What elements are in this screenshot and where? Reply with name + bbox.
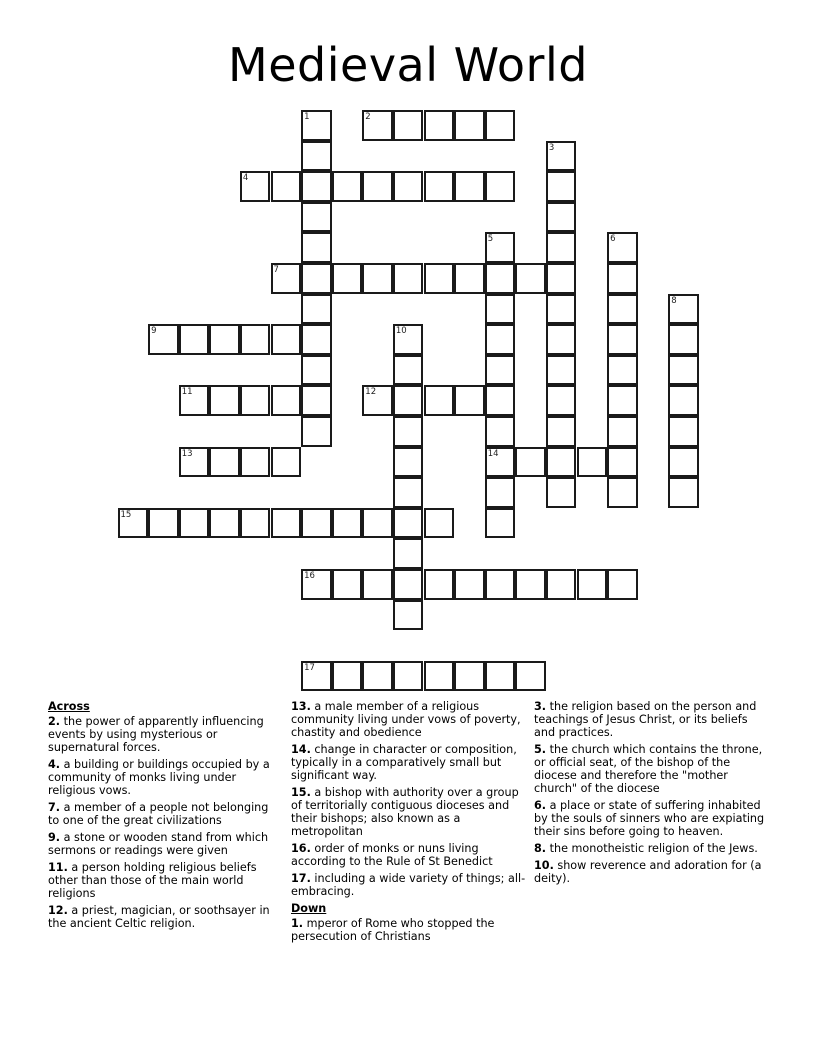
clue-text: a person holding religious beliefs other than those of the main world religions (48, 861, 257, 900)
grid-cell[interactable] (668, 447, 699, 478)
grid-cell[interactable] (485, 324, 516, 355)
grid-cell[interactable] (271, 447, 302, 478)
clue-text: a place or state of suffering inhabited by the souls of sinners who are expiating their sins before going to heaven. (534, 799, 765, 838)
grid-cell[interactable] (485, 447, 516, 478)
grid-cell[interactable] (515, 447, 546, 478)
grid-cell[interactable] (546, 355, 577, 386)
grid-cell[interactable] (607, 294, 638, 325)
grid-cell[interactable] (485, 294, 516, 325)
grid-cell[interactable] (301, 385, 332, 416)
grid-cell[interactable] (118, 508, 149, 539)
clue-across-11 (48, 861, 283, 900)
grid-cell[interactable] (393, 569, 424, 600)
grid-cell[interactable] (301, 232, 332, 263)
cell-number: 7 (273, 265, 279, 275)
clue-across-15 (291, 786, 526, 838)
cell-number: 13 (181, 448, 193, 459)
grid-cell[interactable] (454, 110, 485, 141)
grid-cell[interactable] (546, 263, 577, 294)
cell-number: 11 (181, 387, 193, 398)
grid-cell[interactable] (332, 508, 363, 539)
clues-column-3 (534, 700, 769, 889)
grid-cell[interactable] (179, 324, 210, 355)
clue-number: 15. (291, 786, 311, 799)
grid-cell[interactable] (607, 355, 638, 386)
grid-cell[interactable] (485, 110, 516, 141)
grid-cell[interactable] (546, 477, 577, 508)
grid-cell[interactable] (301, 294, 332, 325)
grid-cell[interactable] (607, 569, 638, 600)
grid-cell[interactable] (424, 569, 455, 600)
grid-cell[interactable] (393, 477, 424, 508)
cell-number: 14 (487, 448, 499, 459)
clue-down-1 (291, 917, 526, 943)
grid-cell[interactable] (271, 385, 302, 416)
grid-cell[interactable] (148, 324, 179, 355)
grid-cell[interactable] (301, 508, 332, 539)
grid-cell[interactable] (515, 661, 546, 692)
clue-text: order of monks or nuns living according to the Rule of St Benedict (291, 842, 493, 868)
grid-cell[interactable] (607, 385, 638, 416)
grid-cell[interactable] (546, 171, 577, 202)
grid-cell[interactable] (485, 385, 516, 416)
grid-cell[interactable] (668, 385, 699, 416)
grid-cell[interactable] (454, 661, 485, 692)
grid-cell[interactable] (209, 447, 240, 478)
grid-cell[interactable] (393, 447, 424, 478)
clue-text: show reverence and adoration for (a deity). (534, 859, 762, 885)
grid-cell[interactable] (668, 294, 699, 325)
grid-cell[interactable] (393, 171, 424, 202)
grid-cell[interactable] (362, 263, 393, 294)
clue-number: 10. (534, 859, 554, 872)
grid-cell[interactable] (393, 508, 424, 539)
grid-cell[interactable] (301, 416, 332, 447)
grid-cell[interactable] (209, 324, 240, 355)
cell-number: 10 (395, 326, 407, 337)
cell-number: 15 (120, 509, 132, 520)
grid-cell[interactable] (577, 447, 608, 478)
grid-cell[interactable] (485, 171, 516, 202)
grid-cell[interactable] (362, 171, 393, 202)
grid-cell[interactable] (179, 385, 210, 416)
grid-cell[interactable] (485, 508, 516, 539)
grid-cell[interactable] (546, 569, 577, 600)
cell-number: 6 (610, 234, 616, 245)
clue-number: 4. (48, 758, 61, 771)
clue-number: 17. (291, 872, 311, 885)
clue-text: a stone or wooden stand from which sermons or readings were given (48, 831, 269, 857)
grid-cell[interactable] (301, 355, 332, 386)
grid-cell[interactable] (393, 324, 424, 355)
clue-across-16 (291, 842, 526, 868)
clue-across-4 (48, 758, 283, 797)
clue-text: a priest, magician, or soothsayer in the ancient Celtic religion. (48, 904, 270, 930)
grid-cell[interactable] (362, 385, 393, 416)
grid-cell[interactable] (546, 324, 577, 355)
grid-cell[interactable] (393, 416, 424, 447)
cell-number: 17 (304, 662, 315, 673)
grid-cell[interactable] (546, 141, 577, 172)
grid-cell[interactable] (515, 263, 546, 294)
clue-number: 7. (48, 801, 61, 814)
clue-text: including a wide variety of things; all-embracing. (291, 872, 526, 898)
grid-cell[interactable] (424, 508, 455, 539)
clue-text: change in character or composition, typically in a comparatively small but significant way. (291, 743, 517, 782)
grid-cell[interactable] (393, 600, 424, 631)
clue-number: 11. (48, 861, 68, 874)
clue-number: 2. (48, 715, 61, 728)
clue-number: 8. (534, 842, 547, 855)
grid-cell[interactable] (668, 416, 699, 447)
grid-cell[interactable] (362, 110, 393, 141)
grid-cell[interactable] (209, 385, 240, 416)
grid-cell[interactable] (607, 447, 638, 478)
clue-number: 14. (291, 743, 311, 756)
grid-cell[interactable] (424, 263, 455, 294)
grid-cell[interactable] (332, 661, 363, 692)
grid-cell[interactable] (393, 355, 424, 386)
cell-number: 12 (365, 387, 377, 398)
clue-text: a bishop with authority over a group of territorially contiguous dioceses and their bishops; also known as a metropolitan (291, 786, 519, 838)
clue-text: mperor of Rome who stopped the persecution of Christians (291, 917, 495, 943)
grid-cell[interactable] (240, 171, 271, 202)
clue-number: 6. (534, 799, 547, 812)
clue-across-2 (48, 715, 283, 754)
grid-cell[interactable] (240, 508, 271, 539)
grid-cell[interactable] (485, 263, 516, 294)
grid-cell[interactable] (485, 355, 516, 386)
grid-cell[interactable] (240, 385, 271, 416)
puzzle-title: Medieval World (228, 38, 588, 92)
clue-down-8 (534, 842, 769, 855)
grid-cell[interactable] (607, 232, 638, 263)
clue-across-7 (48, 801, 283, 827)
grid-cell[interactable] (546, 232, 577, 263)
grid-cell[interactable] (179, 508, 210, 539)
grid-cell[interactable] (546, 385, 577, 416)
grid-cell[interactable] (301, 110, 332, 141)
grid-cell[interactable] (424, 385, 455, 416)
grid-cell[interactable] (424, 661, 455, 692)
grid-cell[interactable] (301, 661, 332, 692)
grid-cell[interactable] (454, 263, 485, 294)
grid-cell[interactable] (668, 355, 699, 386)
grid-cell[interactable] (485, 477, 516, 508)
grid-cell[interactable] (271, 508, 302, 539)
grid-cell[interactable] (271, 263, 302, 294)
clue-down-6 (534, 799, 769, 838)
grid-cell[interactable] (362, 508, 393, 539)
clue-down-5 (534, 743, 769, 795)
grid-cell[interactable] (393, 538, 424, 569)
grid-cell[interactable] (577, 569, 608, 600)
cell-number: 1 (304, 112, 310, 122)
cell-number: 3 (548, 142, 555, 153)
grid-cell[interactable] (546, 202, 577, 233)
clue-across-14 (291, 743, 526, 782)
grid-cell[interactable] (271, 171, 302, 202)
cell-number: 8 (671, 295, 677, 306)
cell-number: 5 (487, 234, 494, 245)
grid-cell[interactable] (301, 171, 332, 202)
grid-cell[interactable] (454, 171, 485, 202)
clues-column-2 (291, 700, 526, 947)
grid-cell[interactable] (332, 263, 363, 294)
grid-cell[interactable] (607, 477, 638, 508)
across-heading: Across (48, 700, 90, 713)
grid-cell[interactable] (546, 294, 577, 325)
grid-cell[interactable] (393, 385, 424, 416)
clue-number: 12. (48, 904, 68, 917)
cell-number: 9 (151, 326, 157, 337)
clue-text: the religion based on the person and teachings of Jesus Christ, or its beliefs and practices. (534, 700, 757, 739)
grid-cell[interactable] (240, 324, 271, 355)
cell-number: 4 (242, 173, 249, 184)
grid-cell[interactable] (148, 508, 179, 539)
grid-cell[interactable] (454, 569, 485, 600)
grid-cell[interactable] (393, 263, 424, 294)
grid-cell[interactable] (485, 661, 516, 692)
grid-cell[interactable] (301, 141, 332, 172)
grid-cell[interactable] (485, 569, 516, 600)
clue-text: the power of apparently influencing events by using mysterious or supernatural forces. (48, 715, 264, 754)
grid-cell[interactable] (209, 508, 240, 539)
grid-cell[interactable] (515, 569, 546, 600)
grid-cell[interactable] (607, 263, 638, 294)
clue-down-10 (534, 859, 769, 885)
grid-cell[interactable] (301, 569, 332, 600)
clues-column-1 (48, 700, 283, 934)
grid-cell[interactable] (393, 661, 424, 692)
clue-text: the monotheistic religion of the Jews. (549, 842, 758, 855)
grid-cell[interactable] (301, 263, 332, 294)
clue-number: 13. (291, 700, 311, 713)
grid-cell[interactable] (240, 447, 271, 478)
clue-text: the church which contains the throne, or official seat, of the bishop of the diocese and therefore the "mother church" of the diocese (534, 743, 763, 795)
clue-number: 9. (48, 831, 61, 844)
grid-cell[interactable] (668, 324, 699, 355)
grid-cell[interactable] (179, 447, 210, 478)
down-heading: Down (291, 902, 327, 915)
grid-cell[interactable] (607, 324, 638, 355)
clue-across-9 (48, 831, 283, 857)
grid-cell[interactable] (332, 171, 363, 202)
grid-cell[interactable] (332, 569, 363, 600)
grid-cell[interactable] (301, 324, 332, 355)
grid-cell[interactable] (362, 661, 393, 692)
grid-cell[interactable] (485, 232, 516, 263)
grid-cell[interactable] (454, 385, 485, 416)
grid-cell[interactable] (485, 416, 516, 447)
grid-cell[interactable] (424, 110, 455, 141)
clue-text: a member of a people not belonging to one of the great civilizations (48, 801, 269, 827)
clue-across-12 (48, 904, 283, 930)
grid-cell[interactable] (393, 110, 424, 141)
grid-cell[interactable] (546, 447, 577, 478)
clue-number: 1. (291, 917, 304, 930)
cell-number: 2 (365, 112, 371, 122)
clue-across-13 (291, 700, 526, 739)
clue-number: 5. (534, 743, 547, 756)
clue-down-3 (534, 700, 769, 739)
cell-number: 16 (304, 571, 315, 581)
clue-number: 16. (291, 842, 311, 855)
clue-number: 3. (534, 700, 547, 713)
grid-cell[interactable] (271, 324, 302, 355)
grid-cell[interactable] (362, 569, 393, 600)
clue-text: a male member of a religious community living under vows of poverty, chastity and obedience (291, 700, 521, 739)
clue-text: a building or buildings occupied by a community of monks living under religious vows. (48, 758, 270, 797)
clue-across-17 (291, 872, 526, 898)
grid-cell[interactable] (668, 477, 699, 508)
grid-cell[interactable] (424, 171, 455, 202)
grid-cell[interactable] (607, 416, 638, 447)
grid-cell[interactable] (301, 202, 332, 233)
grid-cell[interactable] (546, 416, 577, 447)
